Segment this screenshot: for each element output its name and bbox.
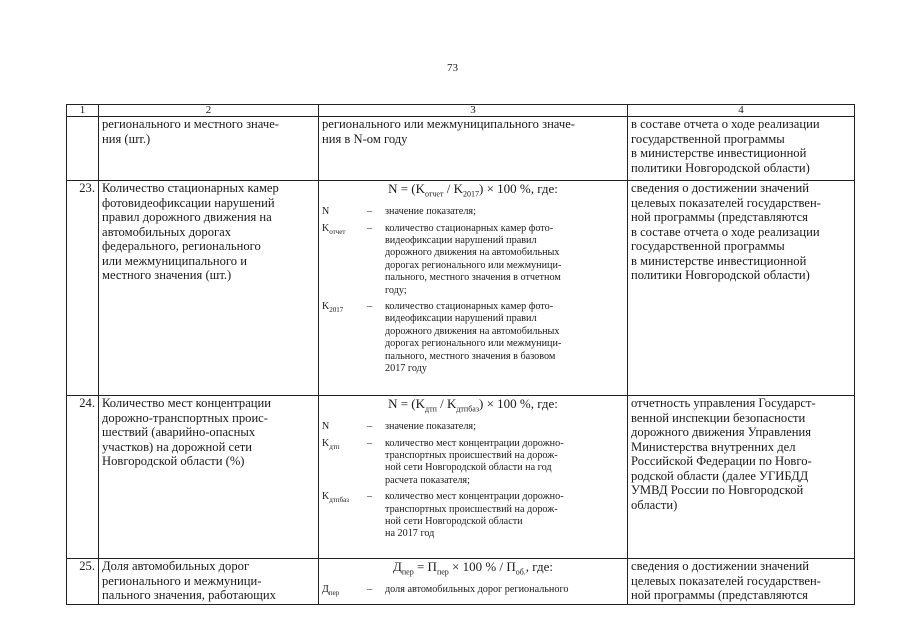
cont-source: в составе отчета о ходе реализации государственной программы в министерстве инвестиционной политики Новгородской области) <box>631 117 820 175</box>
definition-symbol: $Д_{пер}$ <box>322 584 340 598</box>
definition-item <box>322 584 624 599</box>
definition-symbol: $K_{дтпбаз}$ <box>322 491 350 505</box>
column-number-row <box>67 105 855 117</box>
col-header-1: 1 <box>67 105 99 117</box>
data-source: сведения о достижении значений целевых показателей государствен- ной программы (представляются в составе отчета о ходе реализации государственной программы в министерстве инвестиционной политики Новгородской области) <box>631 181 821 282</box>
cont-name-cell <box>99 117 319 181</box>
indicators-table <box>66 104 855 605</box>
table-row-24 <box>67 396 855 559</box>
cont-method: регионального или межмуниципального значе- ния в N-ом году <box>322 117 576 146</box>
continuation-row <box>67 117 855 181</box>
definition-dash: – <box>367 206 373 218</box>
cont-name: регионального и местного значе- ния (шт.) <box>102 117 279 146</box>
page-number: 73 <box>447 62 458 74</box>
definition-text: количество мест концентрации дорожно- транспортных происшествий на дорож- ной сети Новгородской области на год расчета показателя; <box>385 437 564 486</box>
col-header-3: 3 <box>319 105 628 117</box>
formula-cell <box>319 181 628 396</box>
definition-dash: – <box>367 437 373 449</box>
definition-text: количество мест концентрации дорожно- транспортных происшествий на дорож- ной сети Новгородской области на 2017 год <box>385 491 564 540</box>
formula: $N = (K_{отчет} / K_{2017}) \times 100$ %, где: <box>388 181 558 199</box>
definition-dash: – <box>367 300 373 312</box>
definition-item <box>322 421 624 433</box>
definition-symbol: N <box>322 421 330 433</box>
definition-item <box>322 301 624 375</box>
definition-dash: – <box>367 421 373 433</box>
definition-text: доля автомобильных дорог регионального <box>385 584 569 596</box>
indicator-name: Количество стационарных камер фотовидеофиксации нарушений правил дорожного движения на автомобильных дорогах федерального, регионального или межмуниципального и местного значения (шт.) <box>102 181 279 282</box>
source-cell <box>628 559 855 605</box>
formula-cell <box>319 559 628 605</box>
definitions <box>322 206 624 375</box>
cont-num-cell <box>67 117 99 181</box>
row-number: 24. <box>67 396 99 559</box>
row-number: 23. <box>67 181 99 396</box>
definition-text: количество стационарных камер фото- видеофиксации нарушений правил дорожного движения на автомобильных дорогах регионального или межмуници- пального, местного значения в отчетном году; <box>385 222 562 296</box>
definition-text: значение показателя; <box>385 421 476 433</box>
formula: $N = (K_{дтп} / K_{дтпбаз}) \times 100$ %, где: <box>388 396 558 414</box>
definition-symbol: N <box>322 206 330 218</box>
definition-item <box>322 491 624 541</box>
definitions <box>322 584 624 599</box>
definitions <box>322 421 624 541</box>
cont-method-cell <box>319 117 628 181</box>
definition-text: значение показателя; <box>385 206 476 218</box>
col-header-2: 2 <box>99 105 319 117</box>
indicator-name-cell <box>99 559 319 605</box>
definition-item <box>322 206 624 218</box>
definition-text: количество стационарных камер фото- видеофиксации нарушений правил дорожного движения на автомобильных дорогах регионального или межмуници- пального, местного значения в базовом 2017 году <box>385 300 562 374</box>
indicator-name-cell <box>99 181 319 396</box>
data-source: сведения о достижении значений целевых показателей государствен- ной программы (представляются <box>631 559 821 602</box>
indicator-name: Доля автомобильных дорог регионального и межмуници- пального значения, работающих <box>102 559 276 602</box>
definition-dash: – <box>367 584 373 596</box>
definition-item <box>322 223 624 297</box>
definition-symbol: $K_{дтп}$ <box>322 437 340 451</box>
source-cell <box>628 181 855 396</box>
col-header-4: 4 <box>628 105 855 117</box>
table-row-23 <box>67 181 855 396</box>
formula: $Д_{пер} = П_{пер} \times 100$ % / $П_{об.}$, где: <box>393 559 553 577</box>
cont-source-cell <box>628 117 855 181</box>
definition-symbol: $K_{отчет}$ <box>322 222 346 236</box>
definition-symbol: $K_{2017}$ <box>322 300 344 314</box>
formula-cell <box>319 396 628 559</box>
table-row-25 <box>67 559 855 605</box>
definition-dash: – <box>367 491 373 503</box>
indicator-name-cell <box>99 396 319 559</box>
row-number: 25. <box>67 559 99 605</box>
definition-dash: – <box>367 222 373 234</box>
indicator-name: Количество мест концентрации дорожно-транспортных проис- шествий (аварийно-опасных участков) на дорожной сети Новгородской области (%) <box>102 396 272 468</box>
source-cell <box>628 396 855 559</box>
data-source: отчетность управления Государст- венной инспекции безопасности дорожного движения Управления Министерства внутренних дел Российской Федерации по Новго- родской области (далее УГИБДД УМВД России по Новгородской области) <box>631 396 816 512</box>
definition-item <box>322 438 624 488</box>
